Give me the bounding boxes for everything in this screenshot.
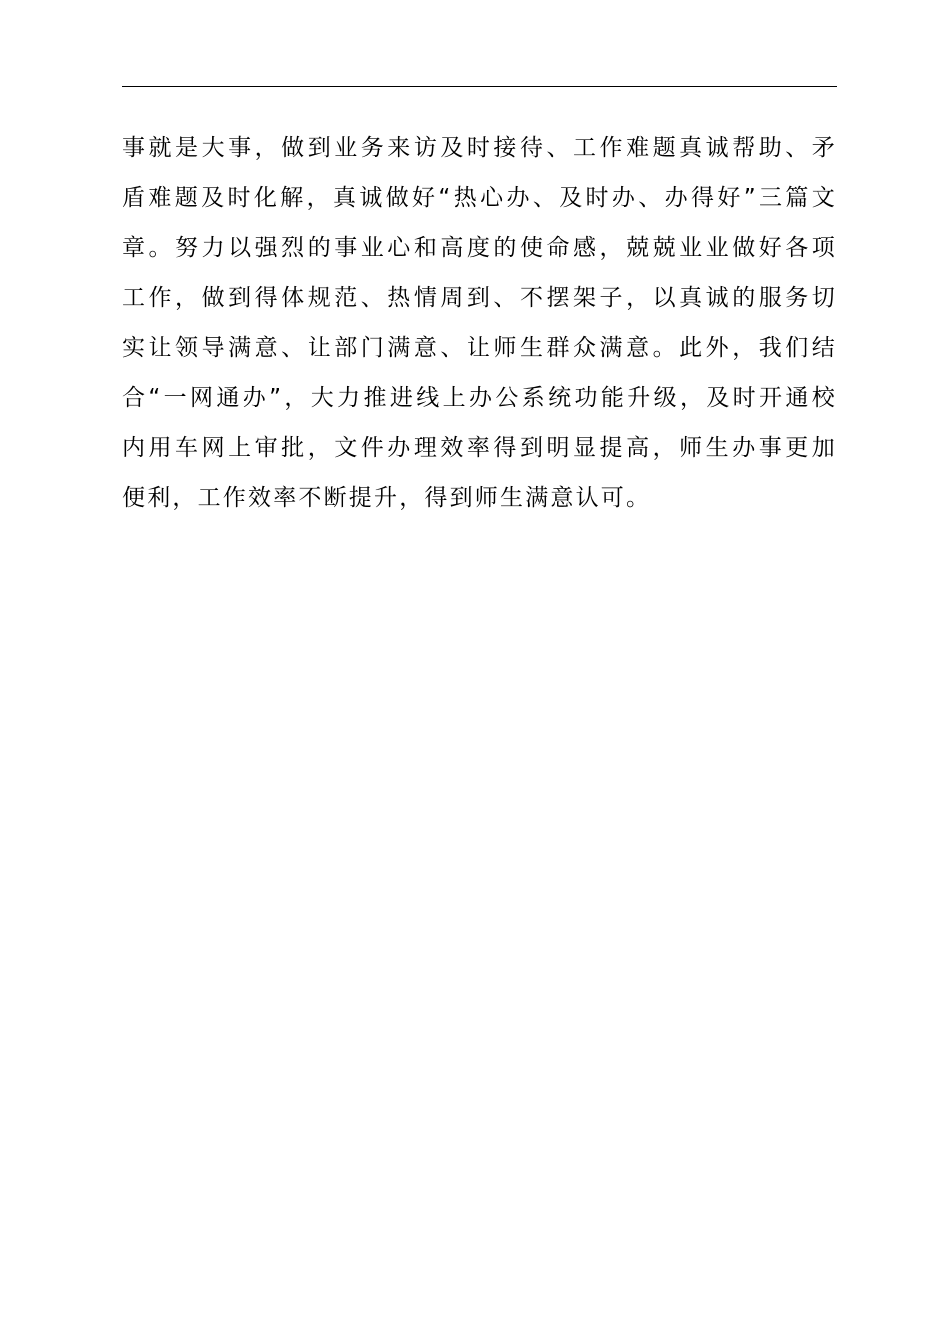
header-rule xyxy=(122,86,837,87)
paragraph-line: 便利，工作效率不断提升，得到师生满意认可。 xyxy=(122,485,652,511)
body-paragraph xyxy=(122,123,837,523)
paragraph-line: 盾难题及时化解，真诚做好“热心办、及时办、办得好”三篇文 xyxy=(122,185,837,211)
paragraph-line: 工作，做到得体规范、热情周到、不摆架子，以真诚的服务切 xyxy=(122,285,837,311)
paragraph-line: 章。努力以强烈的事业心和高度的使命感，兢兢业业做好各项 xyxy=(122,235,837,261)
paragraph-line: 事就是大事，做到业务来访及时接待、工作难题真诚帮助、矛 xyxy=(122,135,837,161)
paragraph-line: 内用车网上审批，文件办理效率得到明显提高，师生办事更加 xyxy=(122,435,837,461)
paragraph-line: 合“一网通办”，大力推进线上办公系统功能升级，及时开通校 xyxy=(122,385,837,411)
paragraph-line: 实让领导满意、让部门满意、让师生群众满意。此外，我们结 xyxy=(122,335,837,361)
